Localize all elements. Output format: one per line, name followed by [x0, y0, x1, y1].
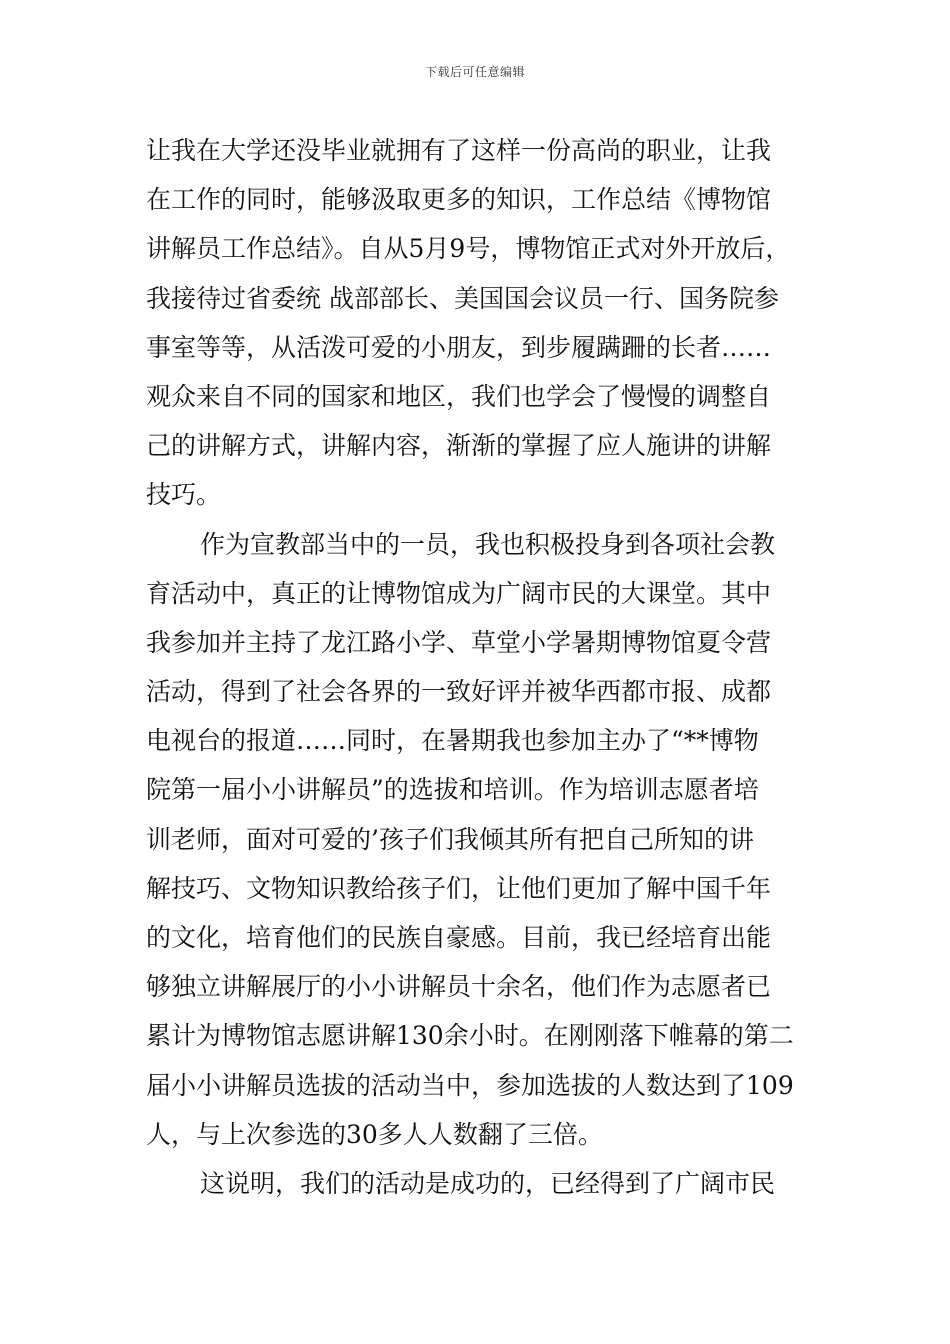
- paragraph-first-line: 这说明，我们的活动是成功的，已经得到了广阔市民: [200, 1168, 776, 1198]
- text-line: 累计为博物馆志愿讲解130余小时。在刚刚落下帷幕的第二: [146, 1021, 794, 1051]
- text-line: 我参加并主持了龙江路小学、草堂小学暑期博物馆夏令营: [146, 627, 772, 657]
- text-line: 院第一届小小讲解员”的选拔和培训。作为培训志愿者培: [146, 775, 759, 805]
- text-line: 电视台的报道……同时，在暑期我也参加主办了“**博物: [146, 726, 759, 756]
- text-line: 观众来自不同的国家和地区，我们也学会了慢慢的调整自: [146, 381, 772, 411]
- text-line: 的文化，培育他们的民族自豪感。目前，我已经培育出能: [146, 923, 772, 952]
- text-line: 技巧。: [146, 480, 222, 510]
- text-line: 事室等等，从活泼可爱的小朋友，到步履蹒跚的长者……: [146, 332, 772, 362]
- text-line: 人，与上次参选的30多人人数翻了三倍。: [146, 1119, 603, 1149]
- text-line: 讲解员工作总结》。自从5月9号，博物馆正式对外开放后，: [146, 234, 791, 264]
- text-line: 己的讲解方式，讲解内容，渐渐的掌握了应人施讲的讲解: [146, 431, 772, 461]
- text-line: 让我在大学还没毕业就拥有了这样一份高尚的职业，让我: [146, 136, 772, 165]
- document-body: [146, 126, 826, 1208]
- text-line: 解技巧、文物知识教给孩子们，让他们更加了解中国千年: [146, 873, 772, 903]
- text-line: 育活动中，真正的让博物馆成为广阔市民的大课堂。其中: [146, 578, 772, 608]
- text-line: 我接待过省委统 战部部长、美国国会议员一行、国务院参: [146, 283, 779, 313]
- text-line: 够独立讲解展厅的小小讲解员十余名，他们作为志愿者已: [146, 972, 772, 1002]
- text-line: 活动，得到了社会各界的一致好评并被华西都市报、成都: [146, 677, 772, 707]
- text-line: 训老师，面对可爱的’孩子们我倾其所有把自己所知的讲: [146, 824, 754, 854]
- text-line: 届小小讲解员选拔的活动当中，参加选拔的人数达到了109: [146, 1070, 794, 1100]
- text-line: 在工作的同时，能够汲取更多的知识，工作总结《博物馆: [146, 185, 772, 215]
- paragraph-first-line: 作为宣教部当中的一员，我也积极投身到各项社会教: [200, 529, 776, 559]
- page-header: 下载后可任意编辑: [424, 65, 525, 79]
